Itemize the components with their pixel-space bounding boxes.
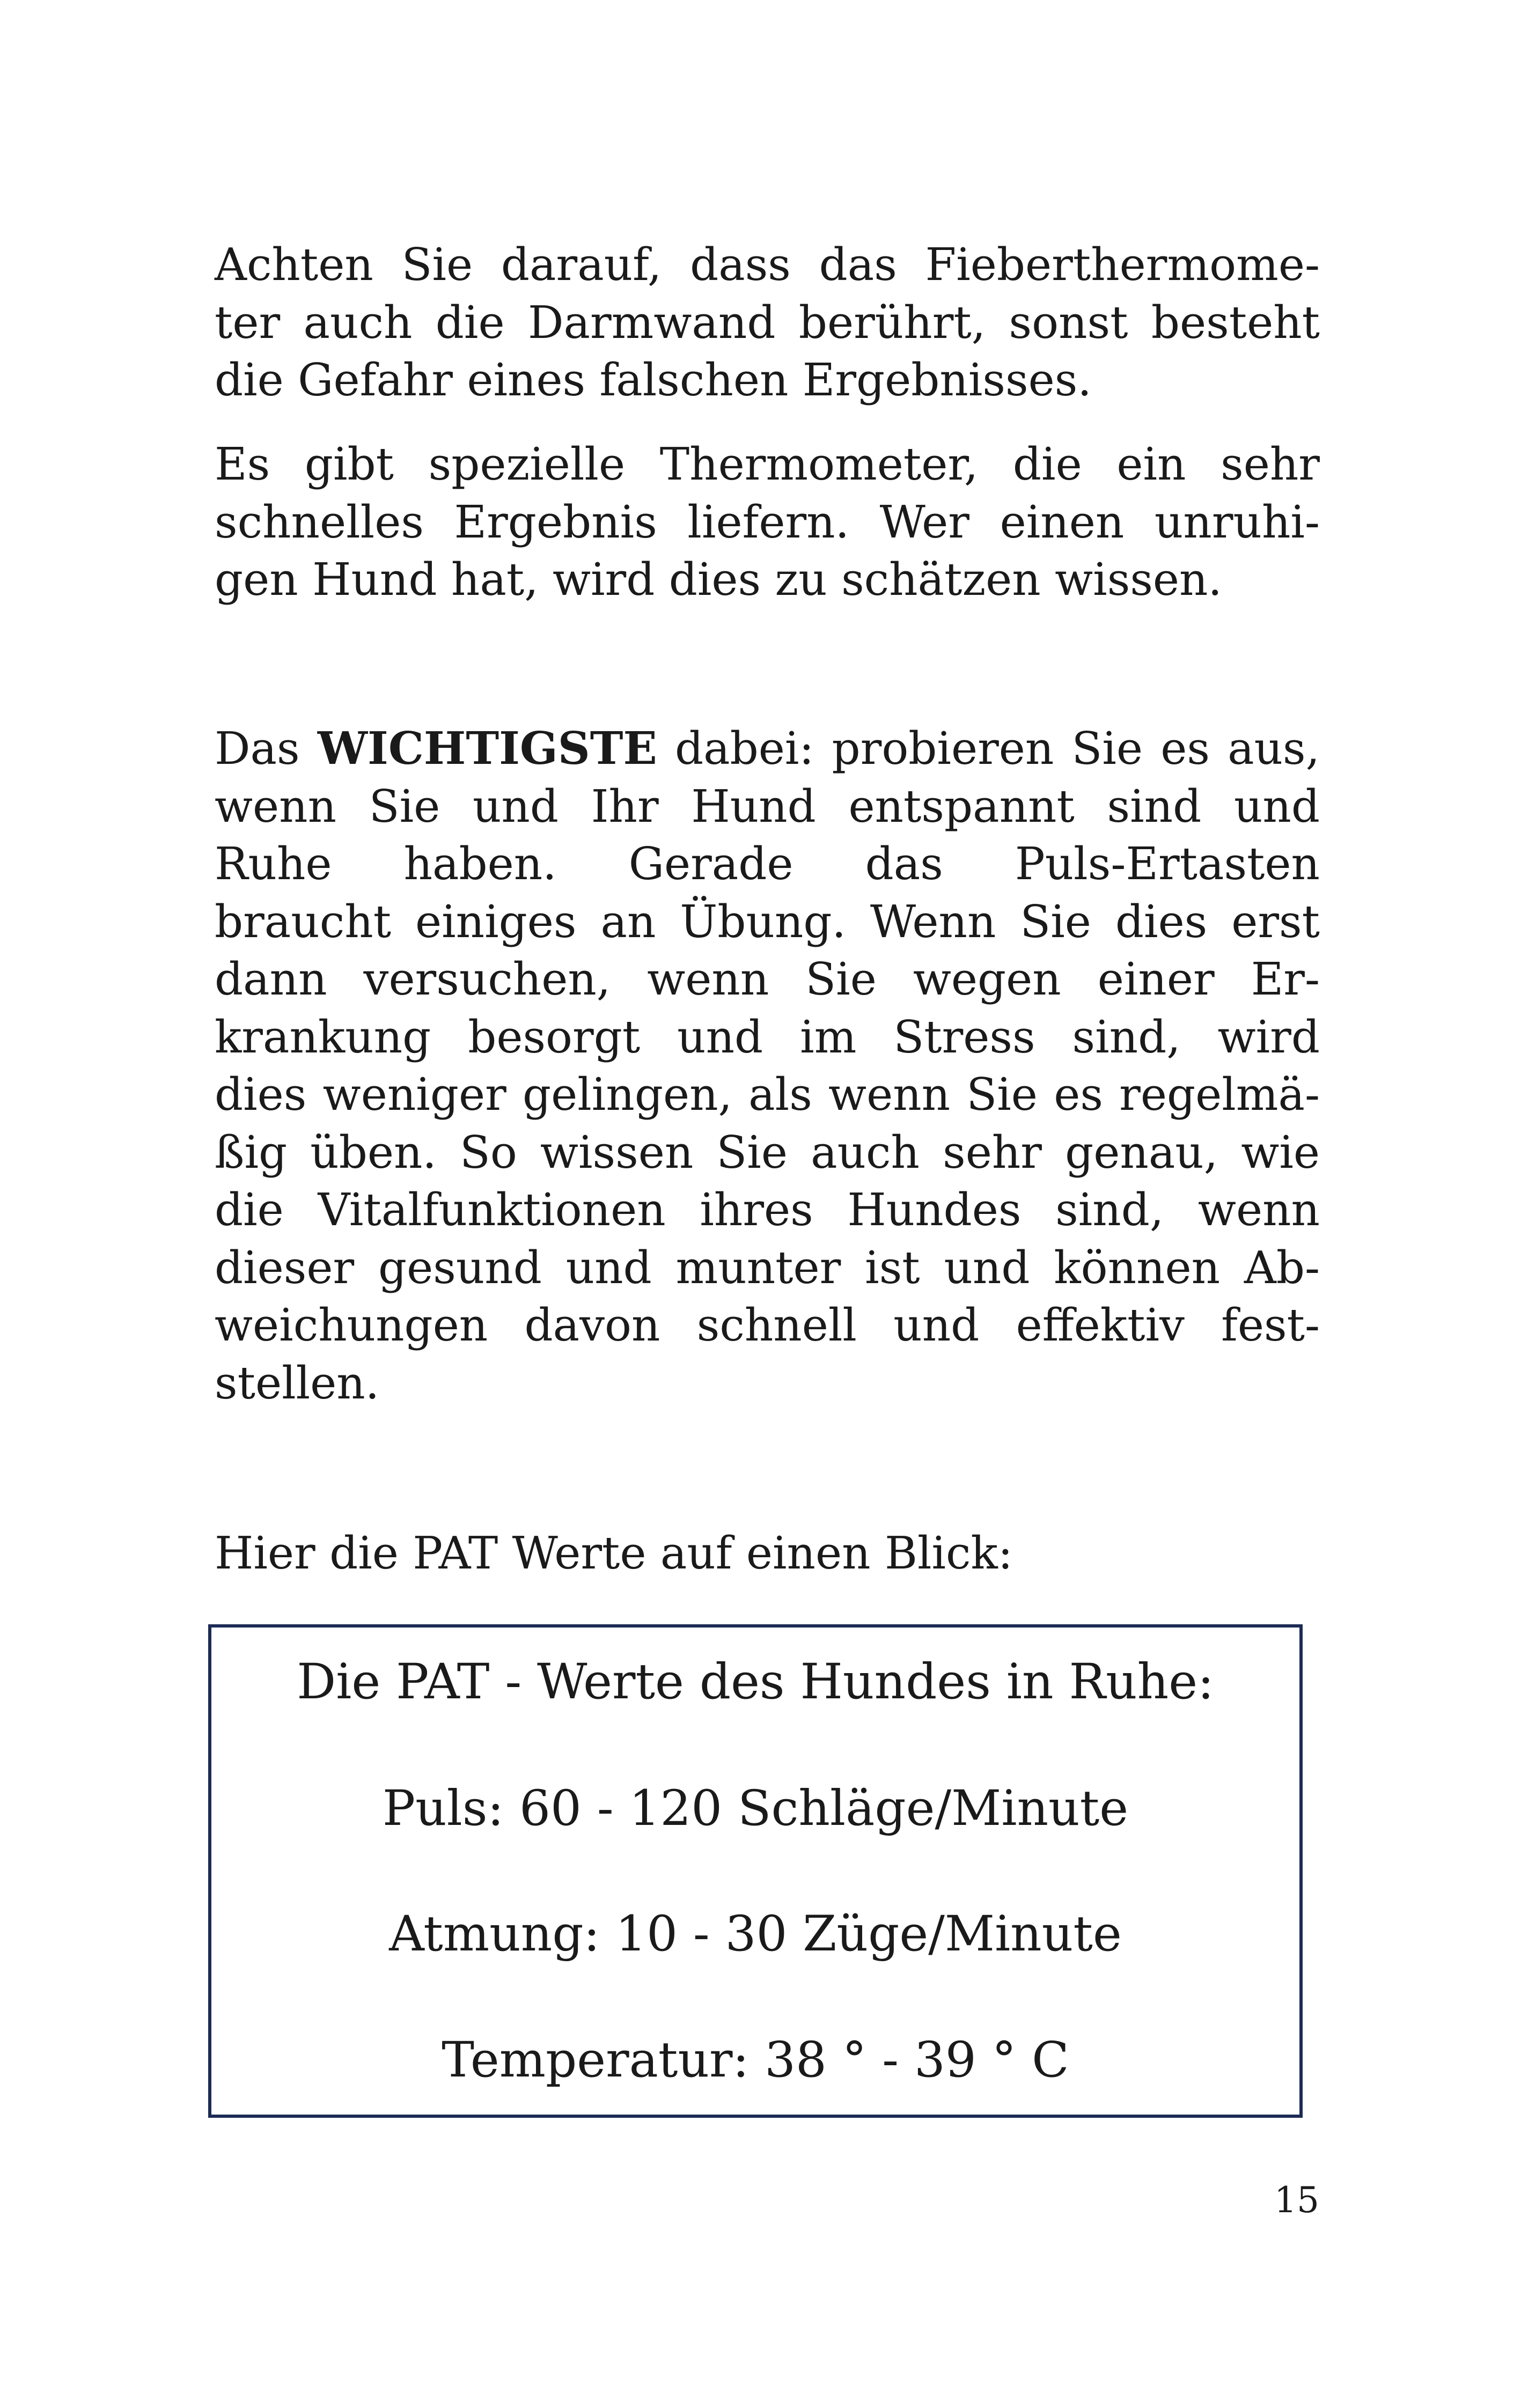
- pat-pulse-value: Puls: 60 - 120 Schläge/Minute: [382, 1780, 1129, 1837]
- paragraph-pat-intro: [215, 1525, 1320, 1582]
- text-line: weichungen davon schnell und effektiv fest-: [215, 1299, 1320, 1351]
- paragraph-fast-thermometer: [215, 436, 1320, 609]
- text-line: dann versuchen, wenn Sie wegen einer Er-: [215, 953, 1320, 1005]
- pat-box-title: Die PAT - Werte des Hundes in Ruhe:: [297, 1654, 1214, 1710]
- paragraph-thermometer-contact: [215, 236, 1320, 409]
- text-line: ßig üben. So wissen Sie auch sehr genau, wie: [215, 1126, 1320, 1179]
- paragraph-most-important: [215, 720, 1320, 1412]
- page-number: 15: [1274, 2179, 1319, 2221]
- text-line: stellen.: [215, 1357, 380, 1409]
- text-segment: Das: [215, 723, 300, 775]
- text-line: gen Hund hat, wird dies zu schätzen wissen.: [215, 554, 1222, 606]
- text-line: die Vitalfunktionen ihres Hundes sind, wenn: [215, 1184, 1320, 1236]
- text-line: ter auch die Darmwand berührt, sonst besteht: [215, 296, 1320, 349]
- text-line: krankung besorgt und im Stress sind, wird: [215, 1011, 1320, 1063]
- text-line: Hier die PAT Werte auf einen Blick:: [215, 1527, 1013, 1579]
- text-line: Achten Sie darauf, dass das Fieberthermome-: [215, 239, 1320, 291]
- emphasis-text: WICHTIGSTE: [317, 722, 657, 775]
- pat-temperature-value: Temperatur: 38 ° - 39 ° C: [442, 2032, 1069, 2088]
- text-line: wenn Sie und Ihr Hund entspannt sind und: [215, 780, 1320, 833]
- pat-values-box: [208, 1624, 1303, 2118]
- text-line: schnelles Ergebnis liefern. Wer einen unruhi-: [215, 496, 1320, 548]
- text-line: die Gefahr eines falschen Ergebnisses.: [215, 354, 1092, 406]
- text-segment: dabei: probieren Sie es aus,: [674, 723, 1320, 775]
- text-line: braucht einiges an Übung. Wenn Sie dies erst: [215, 895, 1320, 948]
- text-line: Es gibt spezielle Thermometer, die ein sehr: [215, 438, 1320, 490]
- text-line: [215, 720, 1320, 778]
- text-line: dieser gesund und munter ist und können Ab-: [215, 1241, 1320, 1294]
- text-line: Ruhe haben. Gerade das Puls-Ertasten: [215, 838, 1320, 890]
- text-line: dies weniger gelingen, als wenn Sie es regelmä-: [215, 1069, 1320, 1121]
- pat-breathing-value: Atmung: 10 - 30 Züge/Minute: [389, 1906, 1122, 1962]
